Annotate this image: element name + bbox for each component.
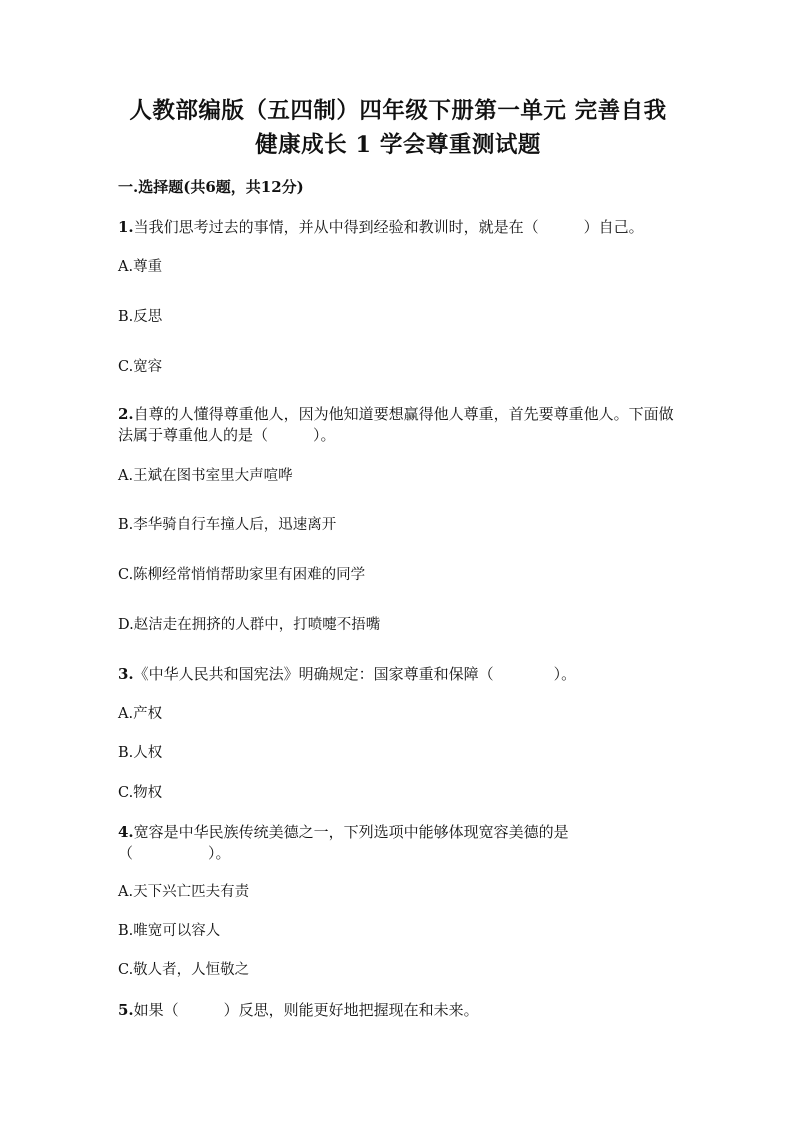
question-number: 5. <box>118 1001 134 1019</box>
option-1a: A.尊重 <box>118 259 163 275</box>
page-title: 人教部编版（五四制）四年级下册第一单元 完善自我 健康成长 1 学会尊重测试题 <box>129 98 667 158</box>
option-1c: C.宽容 <box>118 359 163 375</box>
question-text: 《中华人民共和国宪法》明确规定：国家尊重和保障（ ）。 <box>133 665 577 683</box>
question-text: 宽容是中华民族传统美德之一，下列选项中能够体现宽容美德的是（ ）。 <box>118 823 569 862</box>
question-5 <box>118 1000 678 1021</box>
option-2b: B.李华骑自行车撞人后，迅速离开 <box>118 517 337 533</box>
question-1 <box>118 217 678 238</box>
question-number: 2. <box>118 405 134 423</box>
question-3 <box>118 664 678 685</box>
option-2c: C.陈柳经常悄悄帮助家里有困难的同学 <box>118 567 366 583</box>
question-text: 如果（ ）反思，则能更好地把握现在和未来。 <box>133 1001 479 1019</box>
option-3b: B.人权 <box>118 745 163 761</box>
section-heading: 一.选择题(共6题，共12分) <box>118 178 304 196</box>
question-number: 3. <box>118 665 134 683</box>
question-4 <box>118 822 678 864</box>
option-4a: A.天下兴亡匹夫有责 <box>118 884 250 900</box>
question-number: 4. <box>118 823 134 841</box>
question-number: 1. <box>118 218 134 236</box>
question-2 <box>118 404 678 446</box>
option-4b: B.唯宽可以容人 <box>118 923 221 939</box>
option-2a: A.王斌在图书室里大声喧哗 <box>118 468 293 484</box>
question-text: 自尊的人懂得尊重他人，因为他知道要想赢得他人尊重，首先要尊重他人。下面做法属于尊重他人的是（ ）。 <box>118 405 674 444</box>
option-1b: B.反思 <box>118 309 163 325</box>
question-text: 当我们思考过去的事情，并从中得到经验和教训时，就是在（ ）自己。 <box>133 218 644 236</box>
option-3a: A.产权 <box>118 706 163 722</box>
option-2d: D.赵洁走在拥挤的人群中，打喷嚏不捂嘴 <box>118 617 381 633</box>
option-3c: C.物权 <box>118 785 163 801</box>
option-4c: C.敬人者，人恒敬之 <box>118 962 250 978</box>
